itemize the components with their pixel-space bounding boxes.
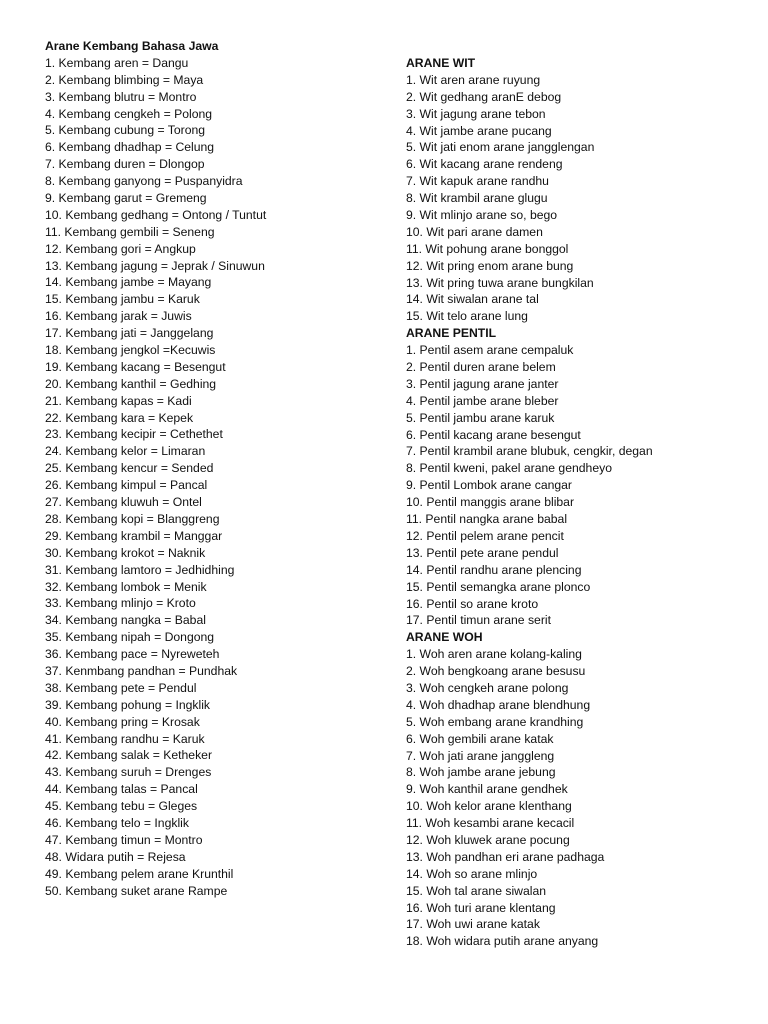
- list-item: 32. Kembang lombok = Menik: [45, 579, 207, 594]
- list-item: 8. Pentil kweni, pakel arane gendheyo: [406, 461, 612, 476]
- list-item: 6. Kembang dhadhap = Celung: [45, 140, 215, 155]
- list-item: 12. Wit pring enom arane bung: [406, 258, 574, 273]
- list-item: 11. Wit pohung arane bonggol: [406, 241, 569, 256]
- list-item: 9. Woh kanthil arane gendhek: [406, 782, 568, 797]
- list-item: 13. Pentil pete arane pendul: [406, 545, 559, 560]
- list-item: 34. Kembang nangka = Babal: [45, 613, 206, 628]
- list-item: 23. Kembang kecipir = Cethethet: [45, 427, 223, 442]
- list-item: 21. Kembang kapas = Kadi: [45, 393, 192, 408]
- woh-title: ARANE WOH: [406, 630, 483, 645]
- list-item: 1. Pentil asem arane cempaluk: [406, 343, 574, 358]
- list-item: 4. Wit jambe arane pucang: [406, 123, 552, 138]
- list-item: 12. Kembang gori = Angkup: [45, 241, 196, 256]
- list-item: 15. Pentil semangka arane plonco: [406, 579, 591, 594]
- list-item: 16. Woh turi arane klentang: [406, 900, 556, 915]
- list-item: 7. Wit kapuk arane randhu: [406, 174, 549, 189]
- list-item: 10. Wit pari arane damen: [406, 224, 543, 239]
- list-item: 15. Kembang jambu = Karuk: [45, 292, 200, 307]
- list-item: 41. Kembang randhu = Karuk: [45, 731, 205, 746]
- list-item: 6. Pentil kacang arane besengut: [406, 427, 581, 442]
- list-item: 22. Kembang kara = Kepek: [45, 410, 194, 425]
- list-item: 27. Kembang kluwuh = Ontel: [45, 495, 202, 510]
- list-item: 11. Pentil nangka arane babal: [406, 512, 568, 527]
- kembang-list: [45, 55, 385, 900]
- right-column: [406, 55, 746, 950]
- list-item: 2. Pentil duren arane belem: [406, 360, 556, 375]
- list-item: 15. Wit telo arane lung: [406, 309, 528, 324]
- list-item: 4. Kembang cengkeh = Polong: [45, 106, 213, 121]
- list-item: 5. Kembang cubung = Torong: [45, 123, 206, 138]
- list-item: 11. Kembang gembili = Seneng: [45, 224, 215, 239]
- list-item: 20. Kembang kanthil = Gedhing: [45, 376, 217, 391]
- wit-title: ARANE WIT: [406, 56, 476, 70]
- list-item: 47. Kembang timun = Montro: [45, 832, 203, 847]
- list-item: 17. Kembang jati = Janggelang: [45, 326, 214, 341]
- list-item: 42. Kembang salak = Ketheker: [45, 748, 213, 763]
- list-item: 1. Woh aren arane kolang-kaling: [406, 647, 582, 662]
- list-item: 10. Pentil manggis arane blibar: [406, 495, 575, 510]
- list-item: 43. Kembang suruh = Drenges: [45, 765, 212, 780]
- pentil-list: [406, 342, 746, 629]
- kembang-title: Arane Kembang Bahasa Jawa: [45, 39, 219, 53]
- list-item: 7. Woh jati arane janggleng: [406, 748, 555, 763]
- list-item: 8. Wit krambil arane glugu: [406, 191, 548, 206]
- list-item: 1. Wit aren arane ruyung: [406, 72, 541, 87]
- list-item: 1. Kembang aren = Dangu: [45, 55, 189, 70]
- list-item: 48. Widara putih = Rejesa: [45, 849, 186, 864]
- list-item: 13. Kembang jagung = Jeprak / Sinuwun: [45, 258, 265, 273]
- list-item: 4. Pentil jambe arane bleber: [406, 393, 559, 408]
- list-item: 45. Kembang tebu = Gleges: [45, 799, 198, 814]
- list-item: 26. Kembang kimpul = Pancal: [45, 478, 208, 493]
- list-item: 29. Kembang krambil = Manggar: [45, 528, 223, 543]
- list-item: 30. Kembang krokot = Naknik: [45, 545, 206, 560]
- list-item: 17. Pentil timun arane serit: [406, 613, 551, 628]
- list-item: 14. Pentil randhu arane plencing: [406, 562, 582, 577]
- list-item: 28. Kembang kopi = Blanggreng: [45, 511, 220, 526]
- list-item: 12. Pentil pelem arane pencit: [406, 528, 564, 543]
- list-item: 2. Wit gedhang aranE debog: [406, 89, 562, 104]
- list-item: 16. Pentil so arane kroto: [406, 596, 539, 611]
- list-item: 12. Woh kluwek arane pocung: [406, 832, 570, 847]
- list-item: 13. Wit pring tuwa arane bungkilan: [406, 275, 594, 290]
- list-item: 8. Woh jambe arane jebung: [406, 765, 556, 780]
- list-item: 14. Kembang jambe = Mayang: [45, 275, 212, 290]
- list-item: 9. Kembang garut = Gremeng: [45, 191, 207, 206]
- list-item: 6. Woh gembili arane katak: [406, 731, 554, 746]
- list-item: 2. Woh bengkoang arane besusu: [406, 664, 586, 679]
- list-item: 5. Wit jati enom arane jangglengan: [406, 140, 595, 155]
- list-item: 6. Wit kacang arane rendeng: [406, 157, 563, 172]
- list-item: 36. Kembang pace = Nyreweteh: [45, 647, 220, 662]
- list-item: 4. Woh dhadhap arane blendhung: [406, 697, 591, 712]
- list-item: 46. Kembang telo = Ingklik: [45, 815, 189, 830]
- list-item: 11. Woh kesambi arane kecacil: [406, 816, 575, 831]
- list-item: 40. Kembang pring = Krosak: [45, 714, 200, 729]
- list-item: 44. Kembang talas = Pancal: [45, 782, 198, 797]
- woh-list: [406, 646, 746, 950]
- wit-list: [406, 72, 746, 325]
- list-item: 3. Kembang blutru = Montro: [45, 89, 197, 104]
- list-item: 49. Kembang pelem arane Krunthil: [45, 866, 234, 881]
- list-item: 14. Wit siwalan arane tal: [406, 292, 539, 307]
- list-item: 5. Pentil jambu arane karuk: [406, 410, 555, 425]
- list-item: 50. Kembang suket arane Rampe: [45, 883, 228, 898]
- list-item: 35. Kembang nipah = Dongong: [45, 630, 215, 645]
- list-item: 39. Kembang pohung = Ingklik: [45, 697, 210, 712]
- list-item: 37. Kenmbang pandhan = Pundhak: [45, 663, 238, 678]
- pentil-title: ARANE PENTIL: [406, 326, 497, 341]
- list-item: 24. Kembang kelor = Limaran: [45, 444, 206, 459]
- list-item: 18. Kembang jengkol =Kecuwis: [45, 343, 216, 358]
- list-item: 17. Woh uwi arane katak: [406, 917, 540, 932]
- list-item: 10. Kembang gedhang = Ontong / Tuntut: [45, 207, 267, 222]
- list-item: 33. Kembang mlinjo = Kroto: [45, 596, 196, 611]
- list-item: 16. Kembang jarak = Juwis: [45, 309, 192, 324]
- list-item: 15. Woh tal arane siwalan: [406, 883, 547, 898]
- list-item: 8. Kembang ganyong = Puspanyidra: [45, 174, 243, 189]
- left-column: [45, 38, 385, 899]
- list-item: 7. Kembang duren = Dlongop: [45, 157, 205, 172]
- list-item: 18. Woh widara putih arane anyang: [406, 934, 599, 949]
- list-item: 38. Kembang pete = Pendul: [45, 680, 197, 695]
- list-item: 10. Woh kelor arane klenthang: [406, 799, 572, 814]
- list-item: 31. Kembang lamtoro = Jedhidhing: [45, 562, 235, 577]
- list-item: 7. Pentil krambil arane blubuk, cengkir, degan: [406, 444, 653, 459]
- list-item: 9. Wit mlinjo arane so, bego: [406, 208, 558, 223]
- list-item: 5. Woh embang arane krandhing: [406, 714, 584, 729]
- list-item: 9. Pentil Lombok arane cangar: [406, 478, 572, 493]
- list-item: 3. Woh cengkeh arane polong: [406, 680, 569, 695]
- list-item: 14. Woh so arane mlinjo: [406, 866, 538, 881]
- list-item: 2. Kembang blimbing = Maya: [45, 72, 204, 87]
- list-item: 13. Woh pandhan eri arane padhaga: [406, 849, 605, 864]
- list-item: 3. Wit jagung arane tebon: [406, 106, 546, 121]
- list-item: 25. Kembang kencur = Sended: [45, 461, 214, 476]
- list-item: 19. Kembang kacang = Besengut: [45, 359, 226, 374]
- list-item: 3. Pentil jagung arane janter: [406, 376, 559, 391]
